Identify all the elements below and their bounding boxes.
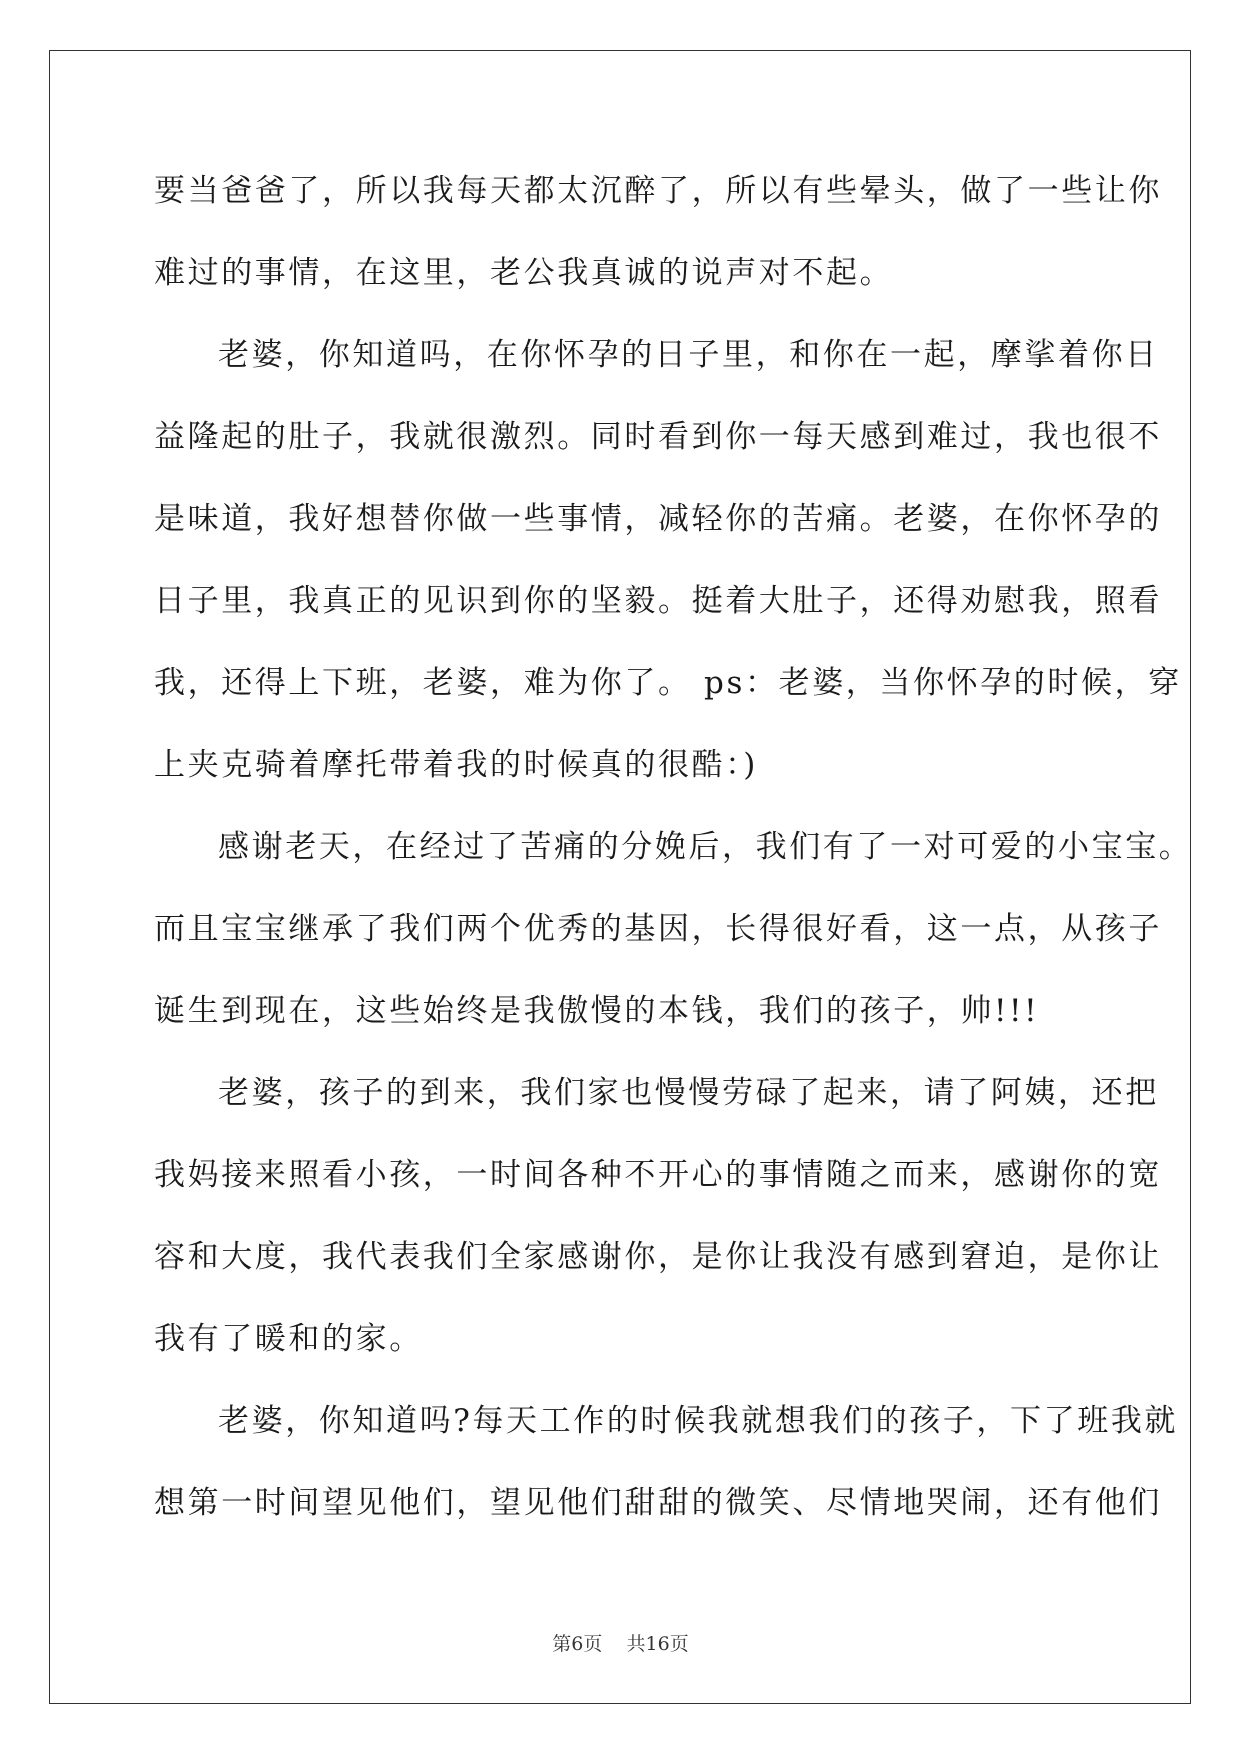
text-line: 想第一时间望见他们，望见他们甜甜的微笑、尽情地哭闹，还有他们 bbox=[154, 1485, 1162, 1521]
text-line: 容和大度，我代表我们全家感谢你，是你让我没有感到窘迫，是你让 bbox=[154, 1239, 1162, 1275]
page-total: 共16页 bbox=[626, 1633, 689, 1655]
paragraph-5 bbox=[154, 1391, 1179, 1555]
paragraph-4 bbox=[154, 1063, 1162, 1391]
text-line: 老婆，孩子的到来，我们家也慢慢劳碌了起来，请了阿姨，还把 bbox=[218, 1075, 1159, 1111]
text-line: 诞生到现在，这些始终是我傲慢的本钱，我们的孩子，帅!!! bbox=[154, 993, 1040, 1029]
text-line: 我妈接来照看小孩，一时间各种不开心的事情随之而来，感谢你的宽 bbox=[154, 1157, 1162, 1193]
text-line: 益隆起的肚子，我就很激烈。同时看到你一每天感到难过，我也很不 bbox=[154, 419, 1162, 455]
page-footer bbox=[0, 1629, 1241, 1656]
text-line: 难过的事情，在这里，老公我真诚的说声对不起。 bbox=[154, 255, 894, 291]
text-line: 日子里，我真正的见识到你的坚毅。挺着大肚子，还得劝慰我，照看 bbox=[154, 583, 1162, 619]
text-line: 我有了暖和的家。 bbox=[154, 1321, 423, 1357]
text-line: 要当爸爸了，所以我每天都太沉醉了，所以有些晕头，做了一些让你 bbox=[154, 173, 1162, 209]
text-line: 而且宝宝继承了我们两个优秀的基因，长得很好看，这一点，从孩子 bbox=[154, 911, 1162, 947]
document-body bbox=[154, 161, 1193, 1555]
paragraph-2 bbox=[154, 325, 1182, 817]
text-line: 上夹克骑着摩托带着我的时候真的很酷：) bbox=[154, 747, 758, 783]
paragraph-3 bbox=[154, 817, 1193, 1063]
page-number: 第6页 bbox=[552, 1633, 603, 1655]
text-line: 我，还得上下班，老婆，难为你了。 ps：老婆，当你怀孕的时候，穿 bbox=[154, 665, 1182, 701]
paragraph-1 bbox=[154, 161, 1162, 325]
text-line: 老婆，你知道吗?每天工作的时候我就想我们的孩子，下了班我就 bbox=[218, 1403, 1179, 1439]
text-line: 老婆，你知道吗，在你怀孕的日子里，和你在一起，摩挲着你日 bbox=[218, 337, 1159, 373]
text-line: 是味道，我好想替你做一些事情，减轻你的苦痛。老婆，在你怀孕的 bbox=[154, 501, 1162, 537]
text-line: 感谢老天，在经过了苦痛的分娩后，我们有了一对可爱的小宝宝。 bbox=[218, 829, 1193, 865]
